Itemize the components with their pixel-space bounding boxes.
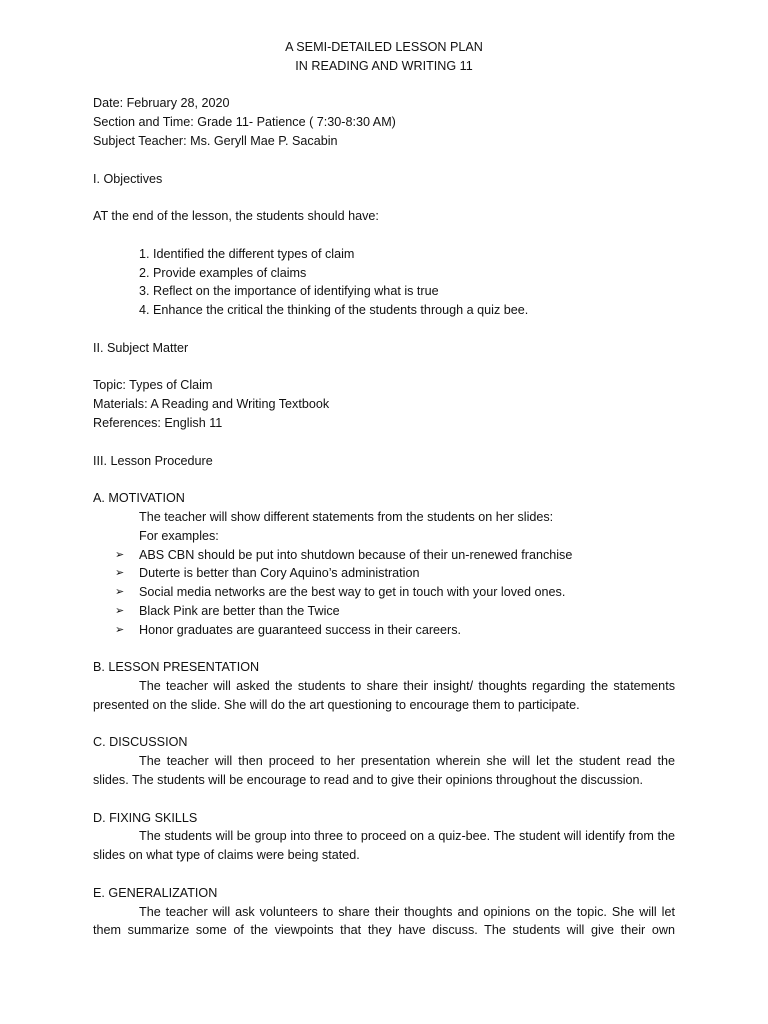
generalization-heading: E. GENERALIZATION <box>93 885 218 900</box>
objective-item: 1. Identified the different types of claim <box>139 246 355 261</box>
objectives-intro: AT the end of the lesson, the students should have: <box>93 209 379 224</box>
list-item <box>93 564 675 583</box>
discussion-text: The teacher will then proceed to her presentation wherein she will let the student read the slides. The students will be encourage to read and to give their opinions throughout the discussion. <box>93 754 675 788</box>
list-item-text: ABS CBN should be put into shutdown because of their un-renewed franchise <box>139 547 573 562</box>
list-item <box>93 602 675 621</box>
topic-line: Topic: Types of Claim <box>93 378 213 393</box>
section-time-line: Section and Time: Grade 11- Patience ( 7:30-8:30 AM) <box>93 115 396 130</box>
materials-line: Materials: A Reading and Writing Textbook <box>93 397 330 412</box>
document-title-line2: IN READING AND WRITING 11 <box>295 58 473 73</box>
discussion-heading: C. DISCUSSION <box>93 735 188 750</box>
objective-item: 2. Provide examples of claims <box>139 265 307 280</box>
arrow-bullet-icon: ➢ <box>115 586 125 599</box>
arrow-bullet-icon: ➢ <box>115 623 125 636</box>
list-item-text: Duterte is better than Cory Aquino’s administration <box>139 566 420 581</box>
list-item <box>93 621 675 640</box>
arrow-bullet-icon: ➢ <box>115 604 125 617</box>
fixing-skills-heading: D. FIXING SKILLS <box>93 810 198 825</box>
arrow-bullet-icon: ➢ <box>115 567 125 580</box>
subject-teacher-line: Subject Teacher: Ms. Geryll Mae P. Sacabin <box>93 133 338 148</box>
list-item-text: Social media networks are the best way to get in touch with your loved ones. <box>139 585 566 600</box>
lesson-presentation-heading: B. LESSON PRESENTATION <box>93 660 260 675</box>
motivation-text: The teacher will show different statements from the students on her slides: <box>139 509 554 524</box>
lesson-presentation-text: The teacher will asked the students to share their insight/ thoughts regarding the statements presented on the slide. She will do the art questioning to encourage them to participate. <box>93 679 675 712</box>
arrow-bullet-icon: ➢ <box>115 548 125 561</box>
objectives-heading: I. Objectives <box>93 171 163 186</box>
generalization-text: The teacher will ask volunteers to share their thoughts and opinions on the topic. She will let them summarize some of the viewpoints that they have discuss. The students will give their own <box>93 904 675 938</box>
list-item <box>93 546 675 565</box>
lesson-procedure-heading: III. Lesson Procedure <box>93 453 213 468</box>
motivation-examples-label: For examples: <box>139 528 219 543</box>
list-item-text: Honor graduates are guaranteed success in their careers. <box>139 622 462 637</box>
motivation-heading: A. MOTIVATION <box>93 491 185 506</box>
fixing-skills-text: The students will be group into three to proceed on a quiz-bee. The student will identify from the slides on what type of claims were being stated. <box>93 829 675 863</box>
subject-matter-heading: II. Subject Matter <box>93 340 189 355</box>
references-line: References: English 11 <box>93 415 223 430</box>
document-title-line1: A SEMI-DETAILED LESSON PLAN <box>285 40 483 54</box>
list-item <box>93 583 675 602</box>
objective-item: 4. Enhance the critical the thinking of the students through a quiz bee. <box>139 303 529 318</box>
list-item-text: Black Pink are better than the Twice <box>139 603 340 618</box>
objective-item: 3. Reflect on the importance of identifying what is true <box>139 284 439 299</box>
date-line: Date: February 28, 2020 <box>93 96 230 111</box>
